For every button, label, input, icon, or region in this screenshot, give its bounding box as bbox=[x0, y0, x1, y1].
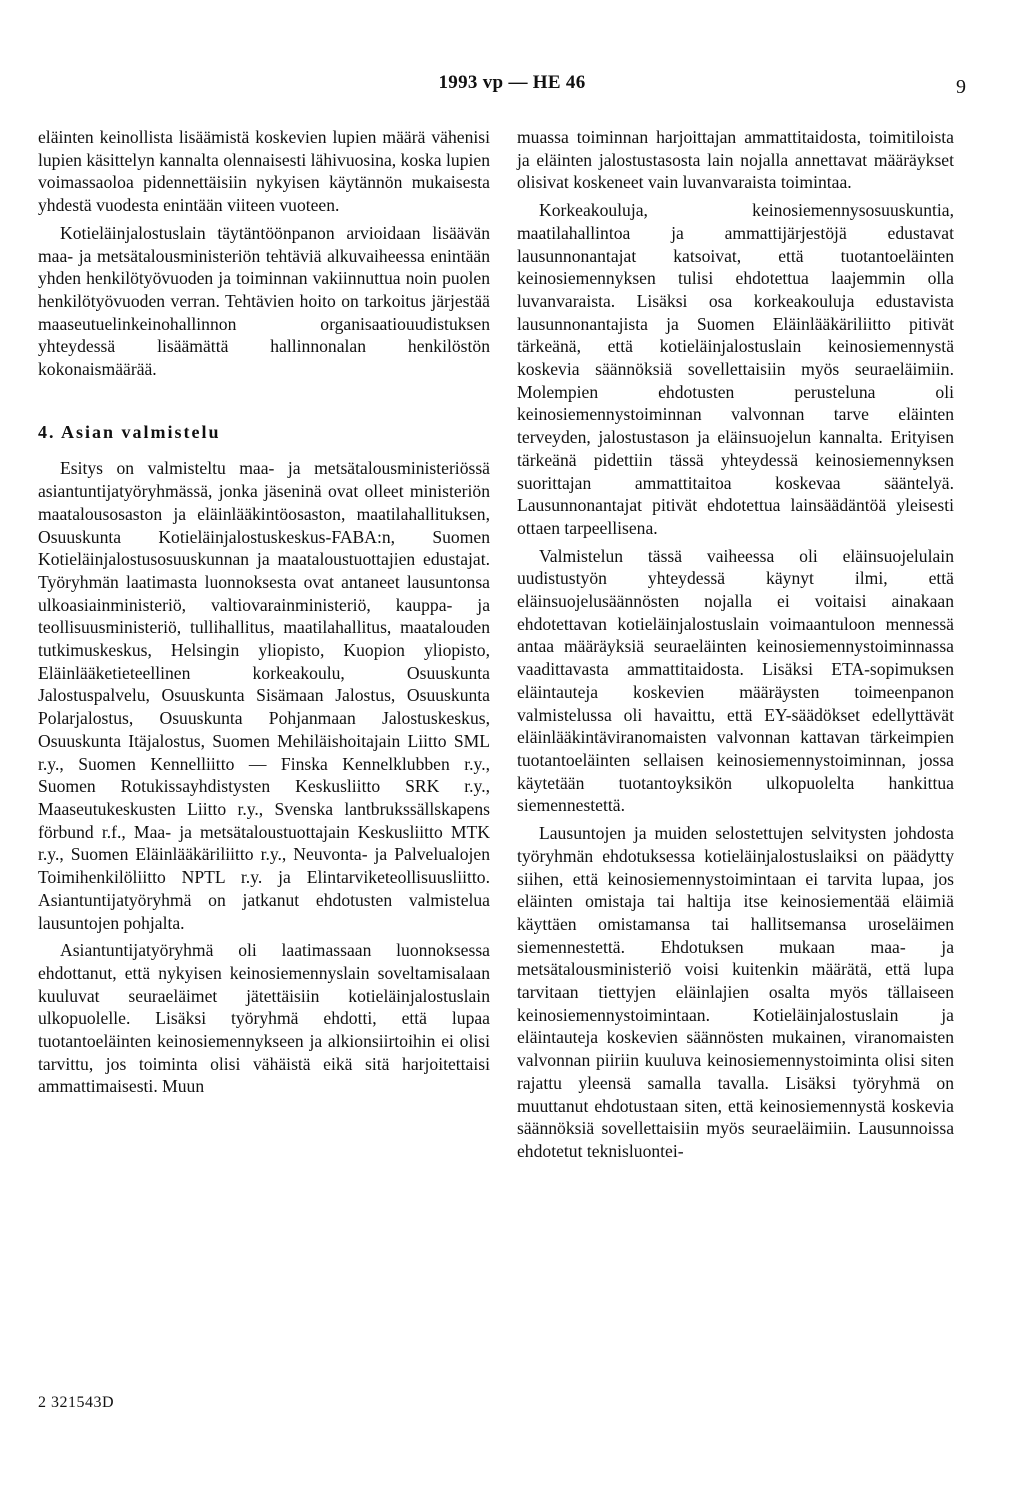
paragraph: Kotieläinjalostuslain täytäntöönpanon arvioidaan lisäävän maa- ja metsätalousministeriön tehtäviä alkuvaiheessa enintään yhden henkilötyövuoden ja toiminnan vakiinnuttua noin puolen henkilötyövuoden verran. Tehtävien hoito on tarkoitus järjestää maaseutuelinkeinohallinnon organisaatiouudistuksen yhteydessä lisäämättä hallinnonalan henkilöstön kokonaismäärää. bbox=[38, 222, 490, 380]
paragraph: Lausuntojen ja muiden selostettujen selvitysten johdosta työryhmän ehdotuksessa kotieläinjalostuslaiksi on päädytty siihen, että keinosiemennystoimintaan ei tarvita lupaa, jos eläinten omistaja tai haltija itse keinosiementää eläimiä käyttäen omistamansa tai hallitsemansa uroseläimen siemennestettä. Ehdotuksen mukaan maa- ja metsätalousministeriö voisi kuitenkin määrätä, että lupa tarvitaan tiettyjen eläinlajien osalta myös tällaiseen keinosiemennystoimintaan. Kotieläinjalostuslain ja eläintauteja koskevien säännösten mukainen, viranomaisten valvonnan piiriin kuuluva keinosiemennystoiminta olisi siten rajattu yleensä samalla tavalla. Lisäksi työryhmä on muuttanut ehdotustaan siten, että keinosiemennystä koskevia säännöksiä sovellettaisiin myös seuraeläimiin. Lausunnoissa ehdotetut teknisluontei- bbox=[517, 823, 954, 1161]
section-heading: 4. Asian valmistelu bbox=[38, 421, 221, 442]
paragraph: Asiantuntijatyöryhmä oli laatimassaan luonnoksessa ehdottanut, että nykyisen keinosiemennyslain soveltamisalaan kuuluvat seuraeläimet jätettäisiin kotieläinjalostuslain ulkopuolelle. Lisäksi työryhmä ehdotti, että lupaa tuotantoeläinten keinosiemennykseen ja alkionsiirtoihin ei olisi tarvittu, jos toiminta olisi vähäistä eikä sitä harjoitettaisi ammattimaisesti. Muun bbox=[38, 940, 490, 1097]
document-title: 1993 vp — HE 46 bbox=[438, 72, 586, 93]
paragraph: eläinten keinollista lisäämistä koskevien lupien määrä vähenisi lupien käsittelyn kannalta olennaisesti lähivuosina, koska lupien voimassaoloa pidennettäisiin nykyisen käytännön mukaisesta yhdestä vuodesta enintään viiteen vuoteen. bbox=[38, 127, 490, 216]
left-column bbox=[38, 126, 490, 1103]
paragraph: Esitys on valmisteltu maa- ja metsätalousministeriössä asiantuntijatyöryhmässä, jonka jäseninä ovat olleet ministeriön maatalousosaston ja eläinlääkintöosaston, maatilahallituksen, Osuuskunta Kotieläinjalostuskeskus-FABA:n, Suomen Kotieläinjalostusosuuskunnan ja maataloustuottajien edustajat. Työryhmän laatimasta luonnoksesta ovat antaneet lausuntonsa ulkoasiainministeriö, valtiovarainministeriö, kauppa- ja teollisuusministeriö, tullihallitus, maatilahallitus, maatalouden tutkimuskeskus, Helsingin yliopisto, Kuopion yliopisto, Eläinlääketieteellinen korkeakoulu, Osuuskunta Jalostuspalvelu, Osuuskunta Sisämaan Jalostus, Osuuskunta Polarjalostus, Osuuskunta Pohjanmaan Jalostuskeskus, Osuuskunta Itäjalostus, Suomen Mehiläishoitajain Liitto SML r.y., Suomen Kennelliitto — Finska Kennelklubben r.y., Suomen Rotukissayhdistysten Keskusliitto SRK r.y., Maaseutukeskusten Liitto r.y., Svenska lantbrukssällskapens förbund r.f., Maa- ja metsätaloustuottajain Keskusliitto MTK r.y., Suomen Eläinlääkäriliitto r.y., Neuvonta- ja Palvelualojen Toimihenkilöliitto NPTL r.y. ja Elintarviketeollisuusliitto. Asiantuntijatyöryhmä on jatkanut ehdotusten valmistelua lausuntojen pohjalta. bbox=[38, 458, 490, 933]
paragraph: Valmistelun tässä vaiheessa oli eläinsuojelulain uudistustyön yhteydessä käynyt ilmi, että eläinsuojelusäännösten nojalla ei voitaisi ainakaan ehdotettavan kotieläinjalostuslain voimaantuloon mennessä antaa määräyksiä seuraeläinten keinosiemennystoiminnassa vaadittavasta ammattitaidosta. Lisäksi ETA-sopimuksen eläintauteja koskevien määräysten toimeenpanon valmistelussa oli havaittu, että EY-säädökset edellyttävät eläinlääkintäviranomaisten valvonnan kattavan tärkeimpien tuotantoeläinten sellaisen keinosiemennystoiminnan, jossa käytetään tuotantoyksikön ulkopuolelta hankittua siemennestettä. bbox=[517, 545, 954, 816]
paragraph: muassa toiminnan harjoittajan ammattitaidosta, toimitiloista ja eläinten jalostustasosta lain nojalla annettavat määräykset olisivat koskeneet vain luvanvaraista toimintaa. bbox=[517, 127, 954, 193]
page-header bbox=[0, 72, 1024, 102]
page-number: 9 bbox=[956, 76, 966, 98]
right-column bbox=[517, 126, 954, 1168]
paragraph: Korkeakouluja, keinosiemennysosuuskuntia, maatilahallintoa ja ammattijärjestöjä edustavat lausunnonantajat katsoivat, että tuotantoeläinten keinosiemennyksen tulisi ehdotettua laajemmin olla luvanvaraista. Lisäksi osa korkeakouluja edustavista lausunnonantajista ja Suomen Eläinlääkäriliitto pitivät tärkeänä, että kotieläinjalostuslain keinosiemennystä koskevia säännöksiä sovellettaisiin myös seuraeläimiin. Molempien ehdotusten perusteluna oli keinosiemennystoiminnan valvonnan tarve eläinten terveyden, jalostustason ja eläinsuojelun kannalta. Erityisen tärkeänä pidettiin tässä yhteydessä keinosiemennyksen suorittajan ammattitaitoa koskevaa sääntelyä. Lausunnonantajat pitivät ehdotettua lainsäädäntöä yleisesti ottaen tarpeellisena. bbox=[517, 200, 954, 538]
print-code: 2 321543D bbox=[38, 1394, 115, 1411]
